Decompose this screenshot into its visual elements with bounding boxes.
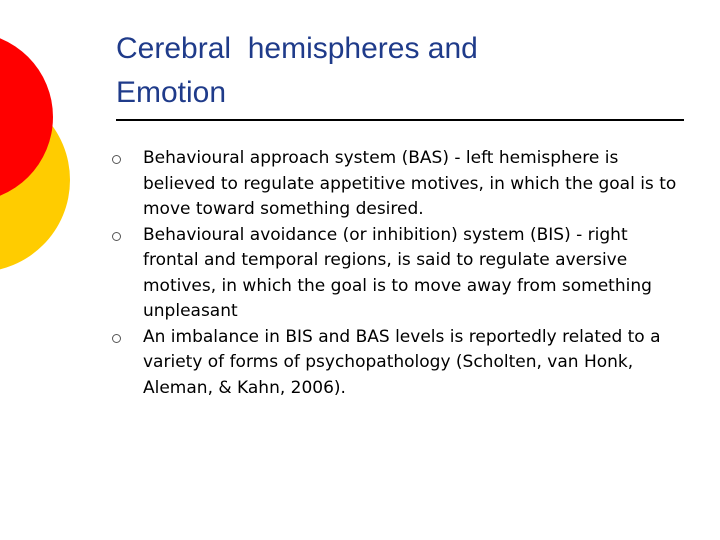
- hollow-circle-icon: [112, 334, 121, 343]
- title-divider: [116, 119, 684, 121]
- bullet-text: Behavioural approach system (BAS) - left hemisphere is believed to regulate appetitive motives, in which the goal is to move toward something desired.: [143, 148, 677, 219]
- bullet-text: An imbalance in BIS and BAS levels is reportedly related to a variety of forms of psychopathology (Scholten, van Honk, Aleman, & Kahn, 2006).: [143, 326, 661, 398]
- decorative-circles: [0, 0, 120, 300]
- bullet-item: [112, 146, 682, 223]
- bullet-text: Behavioural avoidance (or inhibition) system (BIS) - right frontal and temporal regions, is said to regulate aversive motives, in which the goal is to move away from something unpleasant: [143, 224, 652, 321]
- slide-title: Cerebral hemispheres and Emotion: [116, 32, 478, 109]
- hollow-circle-icon: [112, 155, 121, 164]
- hollow-circle-icon: [112, 232, 121, 241]
- bullet-item: [112, 223, 682, 325]
- bullet-list: [112, 146, 682, 401]
- bullet-item: [112, 325, 682, 402]
